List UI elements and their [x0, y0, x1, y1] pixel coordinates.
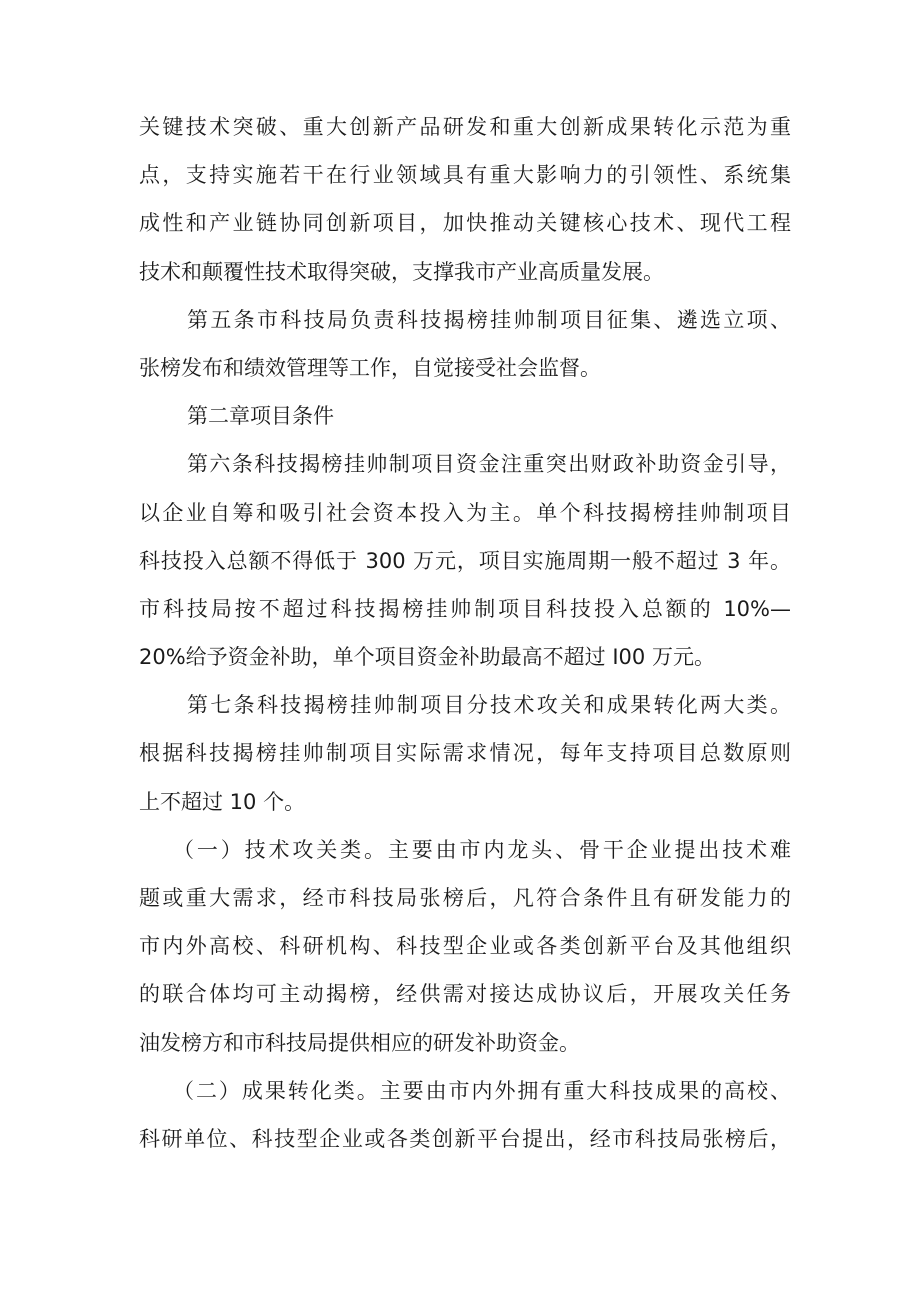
- text-line: 题或重大需求，经市科技局张榜后，凡符合条件且有研发能力的: [139, 886, 791, 910]
- text-line: 的联合体均可主动揭榜，经供需对接达成协议后，开展攻关任务: [139, 982, 791, 1007]
- chapter-heading: [139, 401, 791, 449]
- text-line: 第七条科技揭榜挂帅制项目分技术攻关和成果转化两大类。: [187, 693, 791, 718]
- paragraph-item-achievement-transfer: [139, 1076, 791, 1172]
- text-line: 油发榜方和市科技局提供相应的研发补助资金。: [139, 1030, 580, 1055]
- text-line: 市科技局按不超过科技揭榜挂帅制项目科技投入总额的 10%—: [139, 596, 791, 621]
- paragraph-article-7: [139, 690, 791, 835]
- text-line: 以企业自筹和吸引社会资本投入为主。单个科技揭榜挂帅制项目: [139, 500, 791, 525]
- text-line: 技术和颠覆性技术取得突破，支撑我市产业高质量发展。: [139, 259, 664, 284]
- paragraph-key-technology: [139, 112, 791, 305]
- text-line: 根据科技揭榜挂帅制项目实际需求情况，每年支持项目总数原则: [139, 741, 791, 766]
- paragraph-item-tech-research: [139, 835, 791, 1076]
- heading-line: 第二章项目条件: [187, 404, 334, 429]
- document-body: [139, 112, 791, 1172]
- text-line: 市内外高校、科研机构、科技型企业或各类创新平台及其他组织: [139, 934, 791, 959]
- text-line: 点，支持实施若干在行业领域具有重大影响力的引领性、系统集: [139, 163, 791, 188]
- text-line: （二）成果转化类。主要由市内外拥有重大科技成果的高校、: [173, 1078, 791, 1103]
- text-line: 关键技术突破、重大创新产品研发和重大创新成果转化示范为重: [139, 115, 791, 139]
- text-line: （一）技术攻关类。主要由市内龙头、骨干企业提出技术难: [173, 837, 791, 862]
- text-line: 第六条科技揭榜挂帅制项目资金注重突出财政补助资金引导，: [187, 452, 791, 477]
- text-line: 上不超过 10 个。: [139, 789, 306, 814]
- text-line: 成性和产业链协同创新项目，加快推动关键核心技术、现代工程: [139, 211, 791, 236]
- text-line: 科研单位、科技型企业或各类创新平台提出，经市科技局张榜后，: [139, 1126, 791, 1151]
- text-line: 科技投入总额不得低于 300 万元，项目实施周期一般不超过 3 年。: [139, 548, 791, 573]
- text-line: 20%给予资金补助，单个项目资金补助最高不超过 I00 万元。: [139, 645, 715, 670]
- paragraph-article-5: [139, 305, 791, 401]
- paragraph-article-6: [139, 449, 791, 690]
- text-line: 第五条市科技局负责科技揭榜挂帅制项目征集、遴选立项、: [187, 307, 791, 332]
- text-line: 张榜发布和绩效管理等工作，自觉接受社会监督。: [139, 355, 601, 380]
